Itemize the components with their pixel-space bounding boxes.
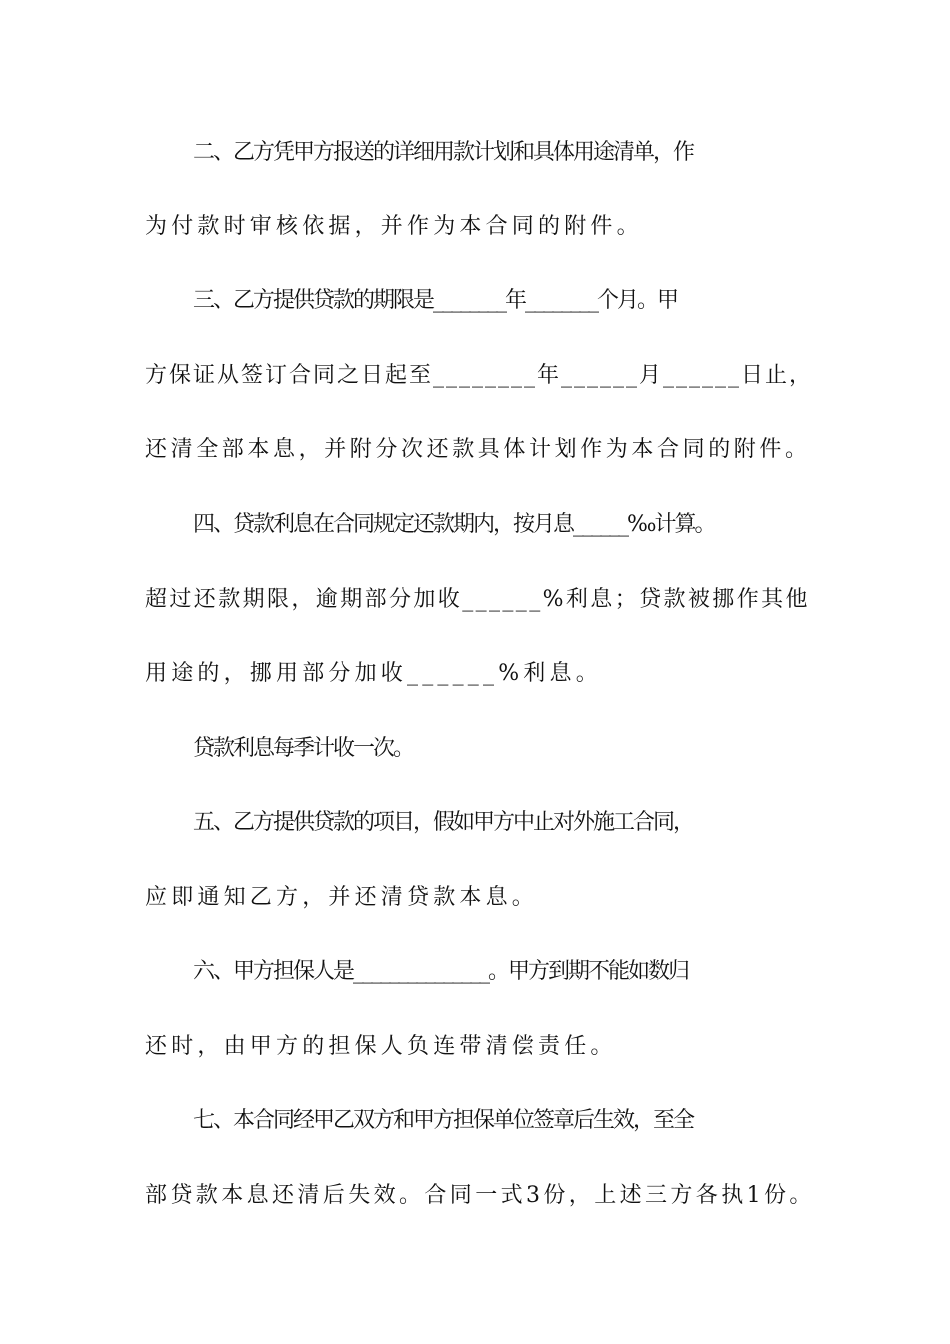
paragraph-4-line-2: 超过还款期限，逾期部分加收______%利息；贷款被挪作其他 <box>145 587 810 612</box>
paragraph-3-line-2: 方保证从签订合同之日起至________年______月______日止， <box>145 363 814 388</box>
paragraph-4-line-1: 四、贷款利息在合同规定还款期内，按月息______‰计算。 <box>193 512 715 537</box>
paragraph-5-line-2: 应即通知乙方，并还清贷款本息。 <box>145 885 539 910</box>
paragraph-5-line-1: 五、乙方提供贷款的项目，假如甲方中止对外施工合同， <box>193 810 694 835</box>
paragraph-7-line-2: 部贷款本息还清后失效。合同一式3份，上述三方各执1份。 <box>145 1183 815 1208</box>
paragraph-2-line-2: 为付款时审核依据，并作为本合同的附件。 <box>145 214 643 239</box>
paragraph-3-line-1: 三、乙方提供贷款的期限是________年________个月。甲 <box>193 288 678 313</box>
paragraph-2-line-1: 二、乙方凭甲方报送的详细用款计划和具体用途清单，作 <box>193 140 694 165</box>
paragraph-7-line-1: 七、本合同经甲乙双方和甲方担保单位签章后生效，至全 <box>193 1108 694 1133</box>
paragraph-interest-note: 贷款利息每季计收一次。 <box>193 736 414 761</box>
paragraph-3-line-3: 还清全部本息，并附分次还款具体计划作为本合同的附件。 <box>145 437 811 462</box>
paragraph-6-line-2: 还时，由甲方的担保人负连带清偿责任。 <box>145 1034 617 1059</box>
paragraph-4-line-3: 用途的，挪用部分加收______%利息。 <box>145 661 602 686</box>
paragraph-6-line-1: 六、甲方担保人是_______________。甲方到期不能如数归 <box>193 959 689 984</box>
